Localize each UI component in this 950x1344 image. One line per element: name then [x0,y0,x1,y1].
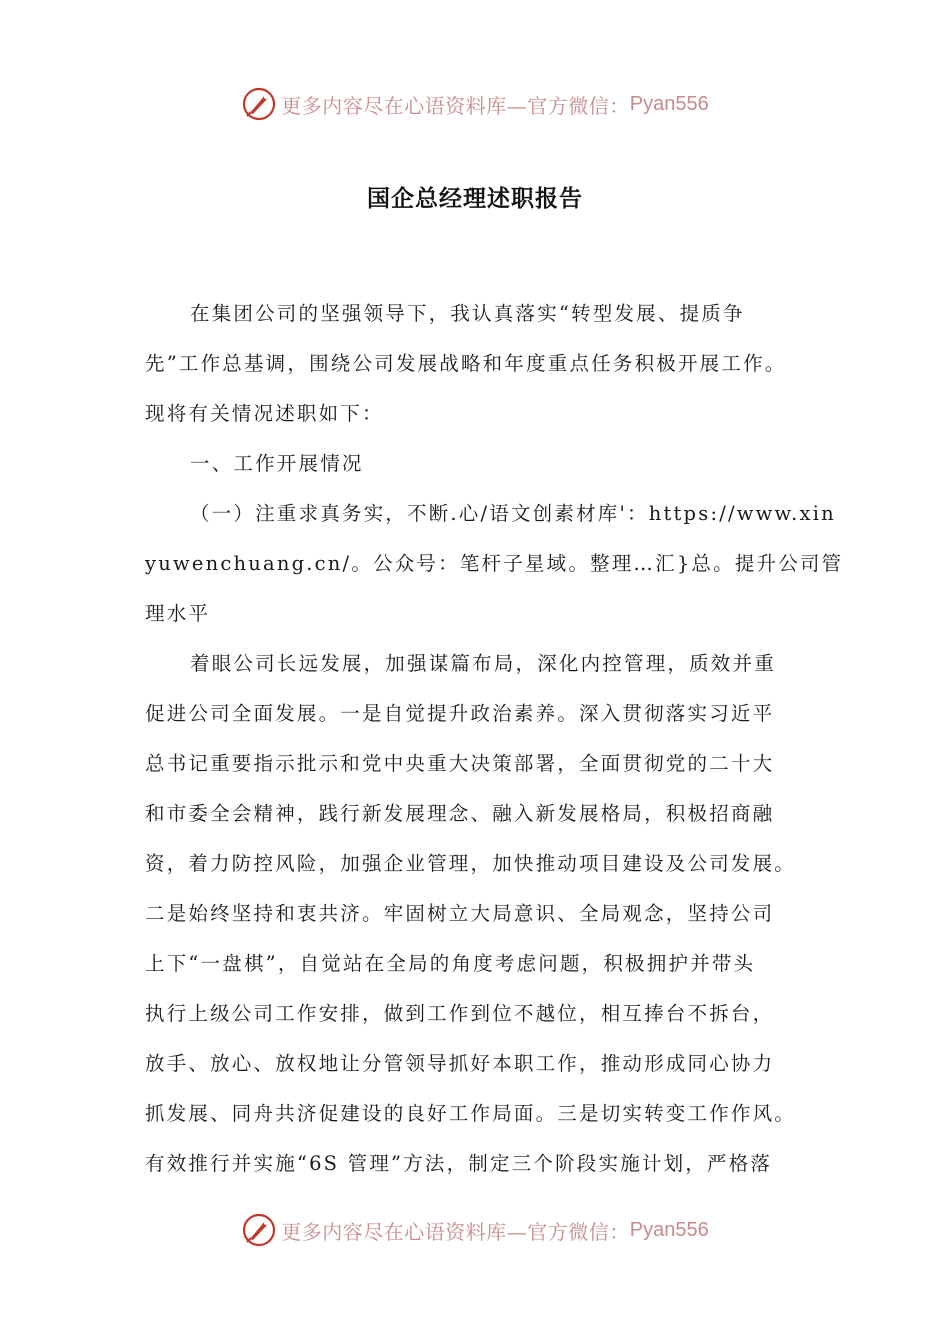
body-line: 资，着力防控风险，加强企业管理，加快推动项目建设及公司发展。 [145,852,797,875]
section-heading: 一、工作开展情况 [190,452,364,475]
subsection-heading: （一）注重求真务实，不断.心/语文创素材库'：https://www.xin [190,502,836,525]
body-line: 和市委全会精神，践行新发展理念、融入新发展格局，积极招商融 [145,802,775,825]
body-line: 二是始终坚持和衷共济。牢固树立大局意识、全局观念，坚持公司 [145,902,775,925]
body-line: 有效推行并实施“6S 管理”方法，制定三个阶段实施计划，严格落 [145,1152,773,1175]
subsection-heading-cont: 理水平 [145,602,211,625]
watermark-wechat-id: Pyan556 [629,1218,709,1241]
body-line: 总书记重要指示批示和党中央重大决策部署，全面贯彻党的二十大 [145,752,775,775]
subsection-heading-cont: yuwenchuang.cn/。公众号：笔杆子星域。整理…汇}总。提升公司管 [145,552,844,575]
body-line: 先”工作总基调，围绕公司发展战略和年度重点任务积极开展工作。 [145,352,787,375]
watermark-text: 更多内容尽在心语资料库—官方微信： [281,93,630,118]
watermark-text: 更多内容尽在心语资料库—官方微信： [281,1219,630,1244]
body-line: 现将有关情况述职如下： [145,402,384,425]
body-line: 着眼公司长远发展，加强谋篇布局，深化内控管理，质效并重 [190,652,776,675]
body-line: 促进公司全面发展。一是自觉提升政治素养。深入贯彻落实习近平 [145,702,775,725]
watermark-header [0,82,950,126]
watermark-footer [0,1208,950,1252]
body-line: 执行上级公司工作安排，做到工作到位不越位，相互捧台不拆台， [145,1002,775,1025]
body-line: 放手、放心、放权地让分管领导抓好本职工作，推动形成同心协力 [145,1052,775,1075]
quill-pen-logo-icon [241,1212,277,1248]
watermark-wechat-id: Pyan556 [629,92,709,115]
document-title: 国企总经理述职报告 [367,186,583,212]
body-line: 抓发展、同舟共济促建设的良好工作局面。三是切实转变工作作风。 [145,1102,797,1125]
body-line: 在集团公司的坚强领导下，我认真落实“转型发展、提质争 [190,302,745,325]
body-line: 上下“一盘棋”，自觉站在全局的角度考虑问题，积极拥护并带头 [145,952,756,975]
quill-pen-logo-icon [241,86,277,122]
